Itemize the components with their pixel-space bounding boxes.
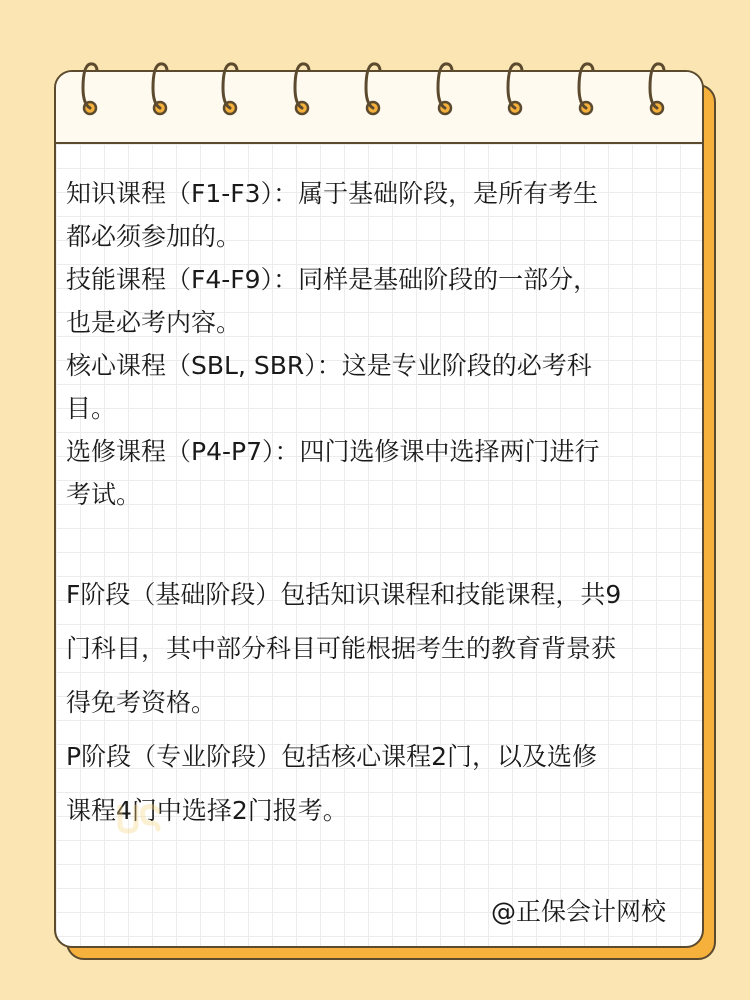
spiral-ring-icon bbox=[647, 58, 671, 122]
paragraph-gap bbox=[66, 516, 686, 568]
text-line: P阶段（专业阶段）包括核心课程2门，以及选修 bbox=[66, 742, 597, 771]
signature: @正保会计网校 bbox=[490, 897, 666, 926]
text-line: 技能课程（F4-F9）：同样是基础阶段的一部分， bbox=[66, 265, 599, 294]
text-line: 都必须参加的。 bbox=[66, 222, 242, 251]
text-line: 目。 bbox=[66, 394, 117, 423]
text-line: F阶段（基础阶段）包括知识课程和技能课程，共9 bbox=[66, 580, 622, 609]
spiral-ring-icon bbox=[150, 58, 174, 122]
text-line: 课程4门中选择2门报考。 bbox=[66, 796, 348, 825]
spiral-ring-icon bbox=[505, 58, 529, 122]
text-line: 核心课程（SBL, SBR）：这是专业阶段的必考科 bbox=[66, 351, 592, 380]
spiral-ring-icon bbox=[292, 58, 316, 122]
notebook-card bbox=[54, 70, 704, 948]
spiral-ring-icon bbox=[363, 58, 387, 122]
text-line: 得免考资格。 bbox=[66, 688, 217, 717]
text-line: 考试。 bbox=[66, 480, 142, 509]
logo-watermark-icon bbox=[114, 797, 164, 837]
spiral-ring-icon bbox=[80, 58, 104, 122]
text-line: 知识课程（F1-F3）：属于基础阶段，是所有考生 bbox=[66, 179, 599, 208]
text-line: 门科目，其中部分科目可能根据考生的教育背景获 bbox=[66, 634, 617, 663]
spiral-ring-icon bbox=[220, 58, 244, 122]
spiral-ring-icon bbox=[435, 58, 459, 122]
notebook-content bbox=[66, 172, 686, 838]
spiral-ring-icon bbox=[576, 58, 600, 122]
text-line: 选修课程（P4-P7）：四门选修课中选择两门进行 bbox=[66, 437, 600, 466]
text-line: 也是必考内容。 bbox=[66, 308, 242, 337]
